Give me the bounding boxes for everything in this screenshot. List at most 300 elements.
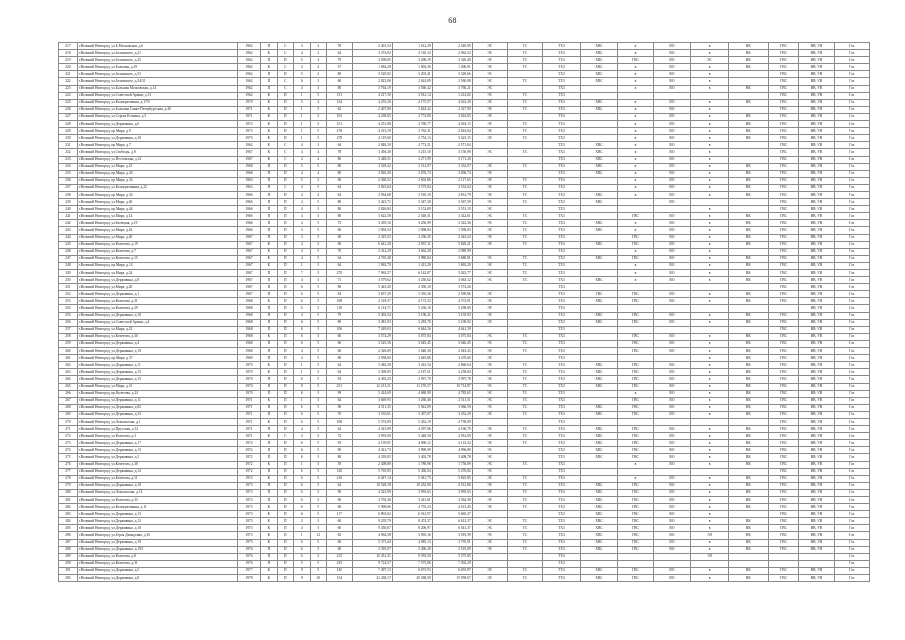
- table-cell: ЭС: [472, 220, 507, 227]
- row-number-cell: 263: [59, 369, 78, 376]
- row-number-cell: 257: [59, 326, 78, 333]
- table-cell: 2 218,37: [352, 298, 392, 305]
- table-cell: К: [261, 142, 277, 149]
- table-cell: К: [261, 567, 277, 574]
- table-cell: [580, 121, 618, 128]
- table-cell: ТХ3: [543, 567, 581, 574]
- table-row: [59, 163, 870, 170]
- table-cell: в: [691, 255, 729, 262]
- table-cell: в: [618, 277, 653, 284]
- address-cell: г.Великий Новгород, ул.Мира, д.20: [77, 284, 237, 291]
- table-cell: ГВС: [768, 43, 799, 50]
- table-cell: [507, 312, 542, 319]
- table-cell: ВВ, УВ: [799, 284, 834, 291]
- table-cell: 1 406,91: [432, 64, 472, 71]
- table-cell: П: [261, 191, 277, 198]
- table-cell: 6: [294, 504, 310, 511]
- table-cell: 4: [310, 191, 326, 198]
- table-cell: в: [691, 43, 729, 50]
- table-cell: Газ: [834, 511, 869, 518]
- table-cell: ТХ3: [543, 348, 581, 355]
- table-cell: 4: [310, 149, 326, 156]
- table-cell: 9 450,67: [352, 525, 392, 532]
- table-cell: 251: [326, 383, 352, 390]
- table-cell: ЭС: [472, 575, 507, 582]
- table-cell: 4: [294, 50, 310, 57]
- table-cell: [728, 199, 768, 206]
- table-cell: П: [277, 128, 293, 135]
- table-cell: 6: [294, 447, 310, 454]
- address-cell: г.Великий Новгород, ул.Свободы, д.8: [77, 149, 237, 156]
- table-cell: 1 994,54: [352, 227, 392, 234]
- table-cell: ТХ3: [543, 539, 581, 546]
- table-cell: в: [691, 369, 729, 376]
- table-cell: ХВС: [580, 567, 618, 574]
- table-cell: П: [261, 497, 277, 504]
- table-row: [59, 199, 870, 206]
- table-cell: ЭС: [472, 298, 507, 305]
- table-cell: 72: [326, 433, 352, 440]
- table-cell: ВВ, УВ: [799, 333, 834, 340]
- table-cell: 5: [310, 326, 326, 333]
- table-cell: ХВС: [580, 106, 618, 113]
- table-cell: ВК: [728, 50, 768, 57]
- table-cell: [653, 468, 691, 475]
- table-cell: [799, 560, 834, 567]
- table-cell: ТХ3: [543, 220, 581, 227]
- table-cell: ВВ, УВ: [799, 404, 834, 411]
- table-cell: 6: [294, 475, 310, 482]
- table-cell: 5: [310, 262, 326, 269]
- table-cell: 4: [294, 348, 310, 355]
- row-number-cell: 246: [59, 248, 78, 255]
- table-cell: ЭС: [472, 475, 507, 482]
- table-cell: 131: [326, 92, 352, 99]
- table-cell: 3: [310, 85, 326, 92]
- table-cell: П: [277, 504, 293, 511]
- table-cell: 7 497,13: [352, 567, 392, 574]
- table-cell: 3 512,07: [392, 163, 432, 170]
- table-cell: 3 919,59: [432, 532, 472, 539]
- table-cell: С: [277, 64, 293, 71]
- table-cell: ГВС: [768, 184, 799, 191]
- table-cell: 1968: [237, 170, 261, 177]
- row-number-cell: 270: [59, 418, 78, 425]
- table-cell: ТХ3: [543, 454, 581, 461]
- table-cell: 62: [326, 106, 352, 113]
- table-cell: ГВС: [768, 376, 799, 383]
- table-cell: [691, 92, 729, 99]
- table-cell: 3 203,41: [392, 71, 432, 78]
- table-cell: 2: [310, 71, 326, 78]
- table-cell: 106: [326, 326, 352, 333]
- table-cell: ГВС: [768, 567, 799, 574]
- table-cell: 3 574,29: [352, 333, 392, 340]
- table-cell: ТС: [507, 255, 542, 262]
- table-cell: ГВС: [768, 468, 799, 475]
- table-cell: ВВ, УВ: [799, 85, 834, 92]
- table-cell: 5: [310, 411, 326, 418]
- table-cell: 5: [294, 57, 310, 64]
- table-cell: ХВС: [580, 99, 618, 106]
- table-cell: 1972: [237, 461, 261, 468]
- table-cell: ТС: [507, 121, 542, 128]
- table-cell: ВК: [728, 234, 768, 241]
- row-number-cell: 240: [59, 206, 78, 213]
- table-cell: 235: [326, 560, 352, 567]
- table-cell: П: [277, 220, 293, 227]
- table-cell: 80: [326, 206, 352, 213]
- table-cell: П: [277, 277, 293, 284]
- table-cell: С: [277, 433, 293, 440]
- table-cell: 1 998,84: [392, 227, 432, 234]
- table-cell: ЭС: [472, 206, 507, 213]
- table-cell: ЭС: [472, 546, 507, 553]
- table-cell: 21 438,17: [352, 575, 392, 582]
- table-cell: 4: [294, 142, 310, 149]
- table-cell: 4 238,05: [352, 113, 392, 120]
- table-cell: ГВС: [768, 333, 799, 340]
- table-cell: ТС: [507, 106, 542, 113]
- table-cell: ВВ, УВ: [799, 567, 834, 574]
- table-cell: [653, 326, 691, 333]
- table-cell: ЭС: [472, 177, 507, 184]
- table-cell: ВК: [728, 135, 768, 142]
- table-cell: ВК: [728, 262, 768, 269]
- table-cell: 103: [326, 113, 352, 120]
- table-cell: Газ: [834, 71, 869, 78]
- table-cell: П: [277, 241, 293, 248]
- table-cell: ГВС: [768, 255, 799, 262]
- table-cell: 7 302,29: [432, 560, 472, 567]
- table-cell: П: [261, 227, 277, 234]
- table-cell: ЭС: [472, 532, 507, 539]
- table-cell: в: [691, 170, 729, 177]
- table-cell: в: [691, 227, 729, 234]
- table-cell: ЭС: [472, 518, 507, 525]
- table-cell: ЭС: [472, 369, 507, 376]
- table-cell: ВО: [653, 504, 691, 511]
- table-cell: П: [277, 163, 293, 170]
- table-cell: 5: [310, 362, 326, 369]
- table-cell: [728, 92, 768, 99]
- table-cell: ВК: [728, 270, 768, 277]
- table-cell: ГВС: [768, 149, 799, 156]
- address-cell: г.Великий Новгород, пр.Мира, д.44: [77, 206, 237, 213]
- address-cell: г.Великий Новгород, ул.Ломоносова, д.1: [77, 418, 237, 425]
- table-cell: 3 457,07: [392, 411, 432, 418]
- table-cell: ВВ, УВ: [799, 355, 834, 362]
- table-cell: ВО: [653, 85, 691, 92]
- table-cell: в: [691, 397, 729, 404]
- row-number-cell: 235: [59, 170, 78, 177]
- table-cell: [728, 418, 768, 425]
- table-cell: К: [261, 241, 277, 248]
- table-cell: 64: [326, 482, 352, 489]
- table-cell: 64: [326, 262, 352, 269]
- table-cell: ЭС: [472, 504, 507, 511]
- table-cell: К: [261, 397, 277, 404]
- table-cell: [799, 553, 834, 560]
- table-cell: ВК: [728, 369, 768, 376]
- table-cell: 1967: [237, 156, 261, 163]
- table-cell: ХВС: [580, 43, 618, 50]
- table-cell: 6: [294, 284, 310, 291]
- table-cell: ЭС: [472, 92, 507, 99]
- row-number-cell: 239: [59, 199, 78, 206]
- table-cell: Газ: [834, 475, 869, 482]
- table-cell: 80: [326, 85, 352, 92]
- row-number-cell: 217: [59, 43, 78, 50]
- table-row: [59, 575, 870, 582]
- table-cell: 1963: [237, 184, 261, 191]
- table-cell: ВВ, УВ: [799, 227, 834, 234]
- table-cell: Газ: [834, 340, 869, 347]
- table-cell: ЭС: [472, 135, 507, 142]
- table-cell: П: [277, 298, 293, 305]
- table-cell: 3 103,93: [432, 312, 472, 319]
- table-cell: в: [618, 99, 653, 106]
- table-cell: Газ: [834, 213, 869, 220]
- table-cell: 9 724,57: [352, 560, 392, 567]
- table-cell: Газ: [834, 50, 869, 57]
- table-cell: Газ: [834, 291, 869, 298]
- table-cell: в: [691, 319, 729, 326]
- table-cell: Газ: [834, 447, 869, 454]
- table-cell: ГВС: [768, 454, 799, 461]
- table-cell: ЭС: [472, 454, 507, 461]
- row-number-cell: 250: [59, 277, 78, 284]
- table-row: [59, 71, 870, 78]
- table-cell: в: [691, 390, 729, 397]
- table-cell: 3: [294, 234, 310, 241]
- table-cell: 93: [326, 440, 352, 447]
- table-cell: 3 063,12: [432, 277, 472, 284]
- table-cell: ГВС: [768, 546, 799, 553]
- table-cell: Газ: [834, 355, 869, 362]
- table-cell: ВК: [728, 121, 768, 128]
- table-cell: ВВ, УВ: [799, 78, 834, 85]
- table-cell: 3 423,71: [352, 199, 392, 206]
- table-cell: К: [261, 369, 277, 376]
- table-cell: 10 451,31: [352, 553, 392, 560]
- table-cell: ВВ, УВ: [799, 348, 834, 355]
- table-cell: ВО: [653, 220, 691, 227]
- address-cell: г.Великий Новгород, ул.Державина, д.13: [77, 369, 237, 376]
- table-cell: 3: [310, 43, 326, 50]
- table-cell: ВВ, УВ: [799, 319, 834, 326]
- table-cell: 64: [326, 184, 352, 191]
- table-cell: в: [618, 85, 653, 92]
- table-cell: П: [277, 191, 293, 198]
- table-cell: 4 755,23: [392, 504, 432, 511]
- table-row: [59, 135, 870, 142]
- table-cell: ГВС: [768, 177, 799, 184]
- table-cell: ВВ, УВ: [799, 504, 834, 511]
- table-cell: [507, 291, 542, 298]
- address-cell: г.Великий Новгород, ул.Державина, д.19: [77, 539, 237, 546]
- table-cell: ХВС: [580, 504, 618, 511]
- table-cell: 3 520,92: [352, 71, 392, 78]
- table-cell: 3 332,07: [432, 163, 472, 170]
- table-cell: ТС: [507, 177, 542, 184]
- table-cell: ВО: [653, 440, 691, 447]
- table-cell: 5: [310, 546, 326, 553]
- table-row: [59, 57, 870, 64]
- table-cell: 4 572,91: [432, 298, 472, 305]
- table-cell: ВВ, УВ: [799, 184, 834, 191]
- table-cell: ХВС: [580, 170, 618, 177]
- table-cell: К: [261, 333, 277, 340]
- table-cell: П: [261, 170, 277, 177]
- table-cell: 3 680,81: [432, 255, 472, 262]
- table-cell: ТХ3: [543, 142, 581, 149]
- table-cell: 4 765,48: [352, 255, 392, 262]
- table-cell: [580, 248, 618, 255]
- table-cell: ГВС: [768, 206, 799, 213]
- table-cell: П: [277, 539, 293, 546]
- table-cell: 2 408,88: [352, 461, 392, 468]
- table-cell: П: [277, 369, 293, 376]
- table-cell: 1970: [237, 362, 261, 369]
- table-cell: 5: [310, 92, 326, 99]
- table-cell: ЭС: [472, 106, 507, 113]
- table-cell: 5 298,69: [432, 305, 472, 312]
- table-cell: ХВС: [580, 241, 618, 248]
- table-cell: ВВ, УВ: [799, 199, 834, 206]
- table-cell: [507, 248, 542, 255]
- table-cell: ВО: [653, 163, 691, 170]
- table-cell: ГВС: [768, 433, 799, 440]
- table-cell: [768, 560, 799, 567]
- row-number-cell: 237: [59, 184, 78, 191]
- table-cell: 1973: [237, 525, 261, 532]
- table-cell: ТС: [507, 518, 542, 525]
- table-row: [59, 170, 870, 177]
- table-cell: 1 604,36: [392, 64, 432, 71]
- table-cell: ВВ, УВ: [799, 163, 834, 170]
- table-row: [59, 539, 870, 546]
- table-cell: [580, 128, 618, 135]
- table-cell: ХВС: [580, 220, 618, 227]
- table-cell: ВВ, УВ: [799, 440, 834, 447]
- table-cell: 64: [326, 142, 352, 149]
- table-cell: ГВС: [618, 312, 653, 319]
- table-cell: ВК: [728, 461, 768, 468]
- table-cell: 278: [326, 128, 352, 135]
- address-cell: г.Великий Новгород, пр.Мира, д.9: [77, 128, 237, 135]
- address-cell: г.Великий Новгород, ул.Державина, д.11: [77, 397, 237, 404]
- table-cell: 3 482,30: [352, 362, 392, 369]
- table-cell: Газ: [834, 92, 869, 99]
- table-cell: в: [691, 575, 729, 582]
- table-cell: ВК: [728, 255, 768, 262]
- table-cell: 6: [294, 511, 310, 518]
- table-cell: ВО: [653, 291, 691, 298]
- row-number-cell: 227: [59, 113, 78, 120]
- address-cell: г.Великий Новгород, ул.Большая, д.29: [77, 64, 237, 71]
- table-row: [59, 113, 870, 120]
- table-cell: 1973: [237, 532, 261, 539]
- table-cell: 4: [294, 241, 310, 248]
- table-cell: 4 096,12: [392, 440, 432, 447]
- table-cell: П: [277, 489, 293, 496]
- table-cell: 1962: [237, 64, 261, 71]
- table-cell: К: [261, 64, 277, 71]
- address-cell: г.Великий Новгород, ул.Державина, д.18: [77, 482, 237, 489]
- table-cell: 3 905,16: [392, 532, 432, 539]
- table-cell: 64: [326, 426, 352, 433]
- table-cell: 5: [310, 355, 326, 362]
- table-cell: К: [261, 418, 277, 425]
- row-number-cell: 220: [59, 64, 78, 71]
- table-row: [59, 326, 870, 333]
- table-cell: [507, 553, 542, 560]
- table-cell: 6: [294, 404, 310, 411]
- table-cell: ГВС: [768, 227, 799, 234]
- table-cell: ТХ3: [543, 482, 581, 489]
- table-cell: ВК: [728, 497, 768, 504]
- address-cell: г.Великий Новгород, ул.Мира, д.22: [77, 326, 237, 333]
- table-cell: ВВ, УВ: [799, 220, 834, 227]
- table-cell: ГВС: [618, 57, 653, 64]
- table-cell: 4 339,05: [352, 454, 392, 461]
- table-cell: ВО: [653, 340, 691, 347]
- table-cell: 1 640,30: [392, 348, 432, 355]
- table-cell: 1973: [237, 128, 261, 135]
- table-cell: Газ: [834, 284, 869, 291]
- table-row: [59, 262, 870, 269]
- table-cell: 60: [326, 78, 352, 85]
- table-cell: ВВ, УВ: [799, 362, 834, 369]
- table-cell: ГВС: [618, 511, 653, 518]
- table-row: [59, 234, 870, 241]
- table-cell: ВО: [653, 567, 691, 574]
- table-cell: 4: [294, 156, 310, 163]
- table-cell: К: [261, 575, 277, 582]
- table-cell: ХВС: [580, 78, 618, 85]
- table-cell: 5: [310, 383, 326, 390]
- table-cell: [507, 447, 542, 454]
- table-cell: 3 826,30: [352, 170, 392, 177]
- table-cell: в: [691, 404, 729, 411]
- table-cell: П: [261, 71, 277, 78]
- row-number-cell: 285: [59, 525, 78, 532]
- table-cell: Газ: [834, 121, 869, 128]
- table-cell: 3 171,20: [432, 156, 472, 163]
- table-cell: П: [261, 57, 277, 64]
- table-cell: ХВС: [580, 199, 618, 206]
- table-cell: 2 934,68: [352, 191, 392, 198]
- table-cell: ХВС: [580, 277, 618, 284]
- table-cell: ЭС: [472, 121, 507, 128]
- table-cell: 1 684,20: [352, 64, 392, 71]
- table-cell: [580, 206, 618, 213]
- table-cell: П: [277, 482, 293, 489]
- table-cell: 10: [310, 575, 326, 582]
- table-cell: ГВС: [768, 397, 799, 404]
- table-cell: ТС: [507, 482, 542, 489]
- table-cell: ВВ, УВ: [799, 92, 834, 99]
- table-cell: в: [691, 546, 729, 553]
- table-cell: ТХ3: [543, 362, 581, 369]
- table-cell: 3 564,39: [432, 497, 472, 504]
- table-cell: П: [277, 404, 293, 411]
- table-cell: 9 592,50: [392, 553, 432, 560]
- table-row: [59, 454, 870, 461]
- table-cell: 5: [310, 468, 326, 475]
- table-cell: ТС: [507, 426, 542, 433]
